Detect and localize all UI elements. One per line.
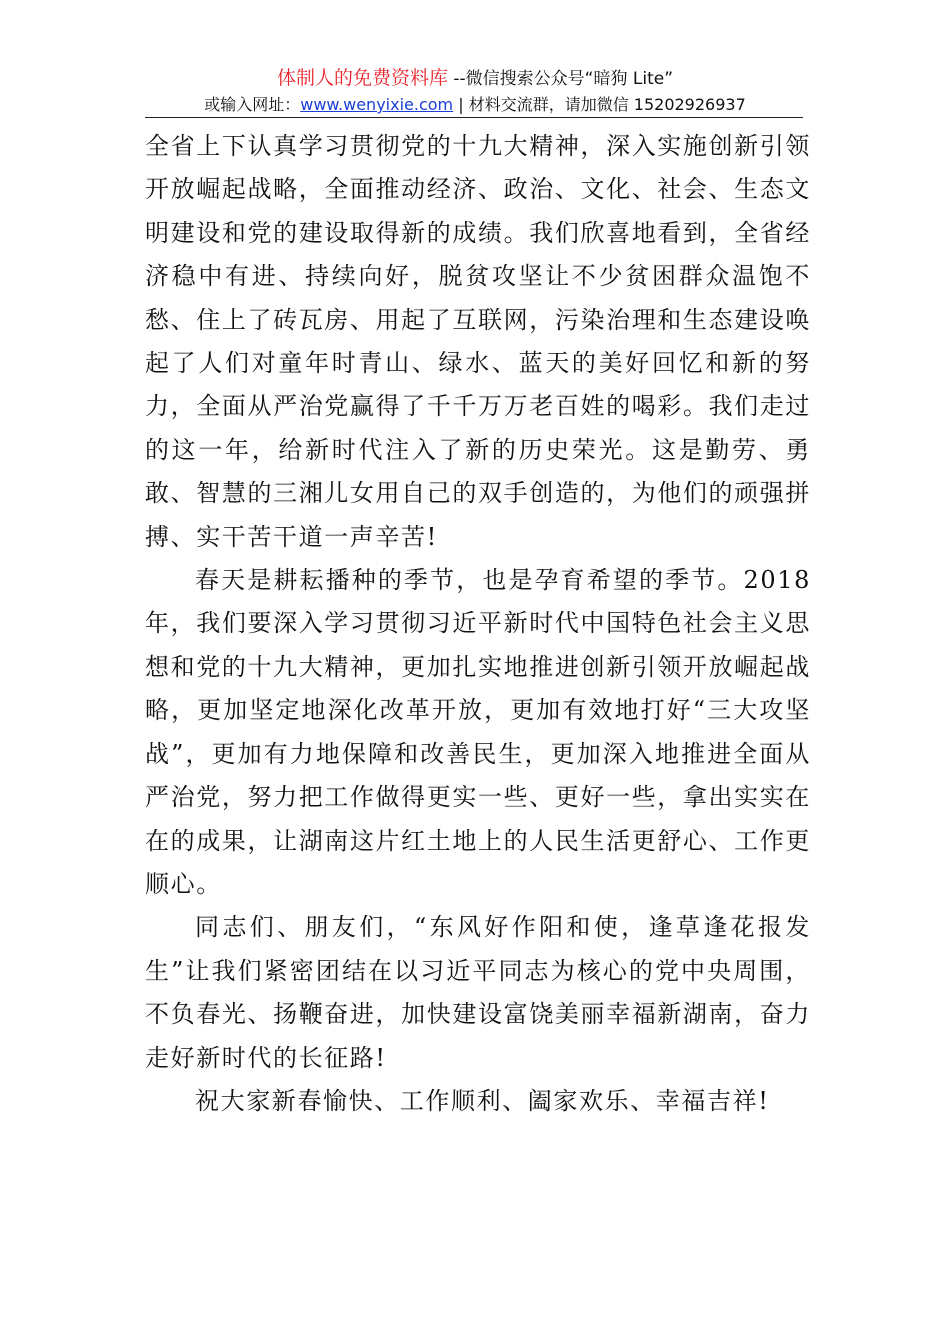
brand-title: 体制人的免费资料库 — [276, 67, 448, 89]
page-header — [0, 66, 950, 117]
wechat-hint: --微信搜索公众号“暗狗 Lite” — [448, 69, 674, 89]
url-label: 或输入网址： — [204, 95, 301, 114]
paragraph-4: 祝大家新春愉快、工作顺利、阖家欢乐、幸福吉祥! — [195, 1086, 770, 1115]
paragraph-3: 同志们、朋友们，“东风好作阳和使，逢草逢花报发生”让我们紧密团结在以习近平同志为核心的党中央周围，不负春光、扬鞭奋进，加快建设富饶美丽幸福新湖南，奋力走好新时代的长征路! — [145, 913, 811, 1072]
website-link[interactable]: www.wenyixie.com — [300, 95, 454, 114]
document-body — [145, 125, 811, 1123]
paragraph-2: 春天是耕耘播种的季节，也是孕育希望的季节。2018 年，我们要深入学习贯彻习近平新时代中国特色社会主义思想和党的十九大精神，更加扎实地推进创新引领开放崛起战略，更加坚定地深化改革开放，更加有效地打好“三大攻坚战”，更加有力地保障和改善民生，更加深入地推进全面从严治党，努力把工作做得更实一些、更好一些，拿出实实在在的成果，让湖南这片红土地上的人民生活更舒心、工作更顺心。 — [145, 566, 811, 898]
header-divider — [145, 117, 803, 118]
header-contact-line — [0, 93, 950, 117]
paragraph-1: 全省上下认真学习贯彻党的十九大精神，深入实施创新引领开放崛起战略，全面推动经济、政治、文化、社会、生态文明建设和党的建设取得新的成绩。我们欣喜地看到，全省经济稳中有进、持续向好，脱贫攻坚让不少贫困群众温饱不愁、住上了砖瓦房、用起了互联网，污染治理和生态建设唤起了人们对童年时青山、绿水、蓝天的美好回忆和新的努力，全面从严治党赢得了千千万万老百姓的喝彩。我们走过的这一年，给新时代注入了新的历史荣光。这是勤劳、勇敢、智慧的三湘儿女用自己的双手创造的，为他们的顽强拼搏、实干苦干道一声辛苦! — [145, 132, 811, 551]
header-promo-line — [0, 66, 950, 91]
separator: | — [453, 95, 469, 114]
contact-text: 材料交流群，请加微信 15202926937 — [468, 95, 746, 114]
